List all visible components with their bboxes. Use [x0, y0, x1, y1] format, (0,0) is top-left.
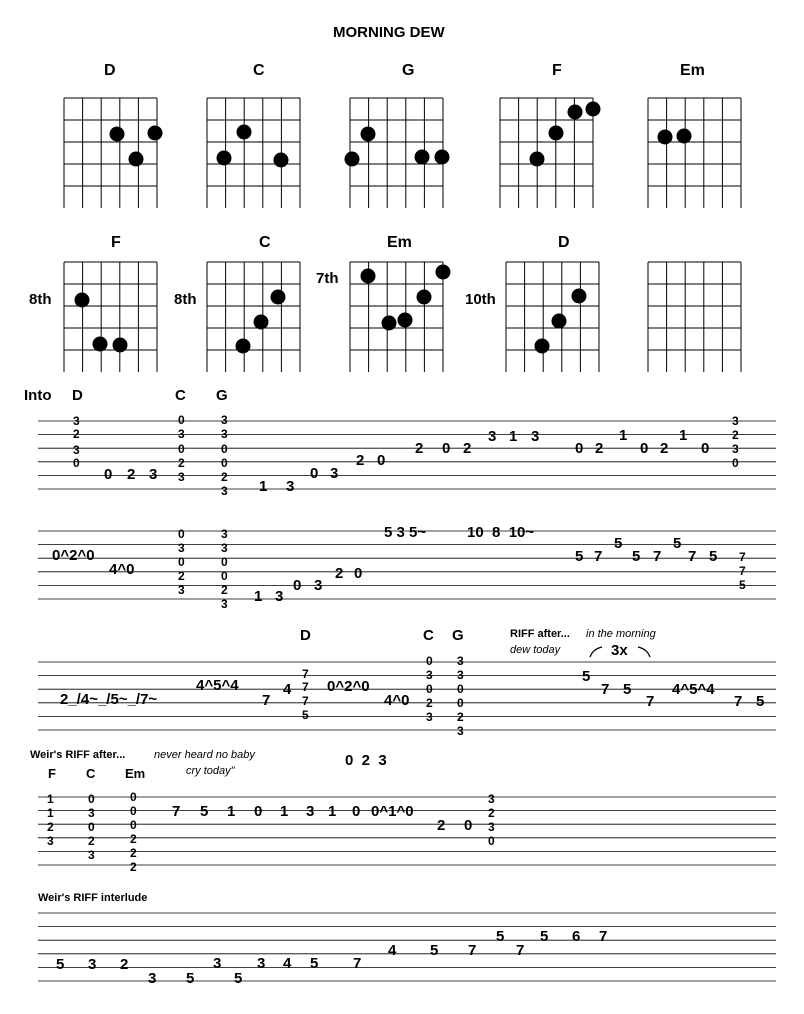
tab-note: 5: [310, 955, 319, 972]
tab-note: 2_/4~_/5~_/7~: [60, 691, 158, 708]
tab-note: 2: [127, 466, 136, 483]
tab-note: 7: [734, 693, 743, 710]
tab-note: 3: [457, 668, 464, 682]
tab-note: 7: [688, 548, 697, 565]
tab-note: 5: [756, 693, 765, 710]
tab-note: 4^5^4: [196, 677, 239, 694]
tab-note: 3: [178, 427, 185, 441]
tab-note: 3: [221, 484, 228, 498]
repeat-count: 3x: [611, 642, 628, 659]
tab-note: 2: [130, 860, 137, 874]
tab-note: 0: [104, 466, 113, 483]
tab-note: 0: [488, 834, 495, 848]
tab-note: 2: [178, 456, 185, 470]
tab-note: 5: [739, 578, 746, 592]
tab-note: 1: [227, 803, 236, 820]
finger-dot: [568, 105, 583, 120]
tab-note: 5: [709, 548, 718, 565]
page-title: MORNING DEW: [333, 24, 445, 41]
tab-note: 3: [178, 541, 185, 555]
tab-note: 0: [178, 413, 185, 427]
repeat-bracket-right: [638, 647, 650, 657]
tab-note: 0: [426, 682, 433, 696]
tab-note: 3: [73, 443, 80, 457]
tab-note: 0: [130, 818, 137, 832]
tab-note: 1: [47, 792, 54, 806]
tab-note: 3: [426, 710, 433, 724]
chord-name-f: F: [552, 62, 562, 79]
tab-note: 4^5^4: [672, 681, 715, 698]
intro-chord-c: C: [175, 387, 186, 404]
tab-note: 7: [172, 803, 181, 820]
tab-note: 0: [221, 442, 228, 456]
tab-note: 2: [73, 427, 80, 441]
finger-dot: [274, 153, 289, 168]
tab-note: 5 3 5~: [384, 524, 427, 541]
tab-note: 0: [254, 803, 263, 820]
tab-note: 0: [130, 790, 137, 804]
tab-note: 3: [488, 428, 497, 445]
chord-name-em-7th: Em: [387, 234, 412, 251]
tab-note: 0: [221, 555, 228, 569]
finger-dot: [113, 338, 128, 353]
chord-name-c-8th: C: [259, 234, 271, 251]
tab-note: 3: [221, 427, 228, 441]
fret-label-8th: 8th: [29, 291, 52, 308]
tab-note: 3: [221, 527, 228, 541]
tab-note: 0: [575, 440, 584, 457]
tab-note: 5: [632, 548, 641, 565]
tab-note: 7: [302, 667, 309, 681]
finger-dot: [361, 269, 376, 284]
tab-note: 5: [673, 535, 682, 552]
tab-note: 3: [488, 792, 495, 806]
tab-note: 0: [221, 456, 228, 470]
tab-note: 3: [148, 970, 157, 987]
finger-dot: [254, 315, 269, 330]
tab-note: 5: [582, 668, 591, 685]
tab-note: 2: [732, 428, 739, 442]
tab-note: 7: [601, 681, 610, 698]
tab-note: 2: [130, 846, 137, 860]
chord-label-c: C: [423, 627, 434, 644]
riff-lyric: in the morning: [586, 628, 656, 640]
tab-note: 4^0: [109, 561, 135, 578]
tab-note: 2: [426, 696, 433, 710]
tab-note: 1: [254, 588, 263, 605]
finger-dot: [75, 293, 90, 308]
tab-note: 0: [457, 682, 464, 696]
finger-dot: [382, 316, 397, 331]
tab-note: 6: [572, 928, 581, 945]
tab-note: 3: [221, 541, 228, 555]
finger-dot: [345, 152, 360, 167]
tab-note: 0: [73, 456, 80, 470]
tab-note: 5: [540, 928, 549, 945]
tab-note: 0^2^0: [327, 678, 370, 695]
tab-note: 0: [310, 465, 319, 482]
finger-dot: [417, 290, 432, 305]
intro-chord-g: G: [216, 387, 228, 404]
tab-note: 1: [47, 806, 54, 820]
tab-note: 7: [739, 564, 746, 578]
tab-note: 4: [283, 955, 292, 972]
tab-note: 3: [330, 465, 339, 482]
tab-note: 0: [88, 792, 95, 806]
tab-note: 2: [178, 569, 185, 583]
weir-riff-lyric: cry today": [186, 765, 235, 777]
riff-lyric: dew today: [510, 644, 561, 656]
chord-label-g: G: [452, 627, 464, 644]
finger-dot: [398, 313, 413, 328]
fret-label-7th: 7th: [316, 270, 339, 287]
tab-note: 0: [426, 654, 433, 668]
tab-note: 7: [262, 692, 271, 709]
tab-note: 2: [221, 470, 228, 484]
top-sequence: 0 2 3: [345, 752, 387, 769]
tab-note: 0: [354, 565, 363, 582]
finger-dot: [110, 127, 125, 142]
tab-note: 3: [306, 803, 315, 820]
tab-note: 2: [221, 583, 228, 597]
tab-note: 3: [88, 806, 95, 820]
riff-label: RIFF after...: [510, 628, 570, 640]
chord-name-d: D: [104, 62, 116, 79]
weir-riff-lyric: never heard no baby: [154, 749, 255, 761]
finger-dot: [586, 102, 601, 117]
tab-note: 4: [283, 681, 292, 698]
tab-note: 3: [732, 414, 739, 428]
tab-note: 3: [488, 820, 495, 834]
tab-note: 0: [88, 820, 95, 834]
tab-note: 3: [426, 668, 433, 682]
tab-note: 7: [653, 548, 662, 565]
tab-note: 0: [377, 452, 386, 469]
finger-dot: [361, 127, 376, 142]
tab-note: 0: [178, 527, 185, 541]
finger-dot: [535, 339, 550, 354]
tab-note: 2: [356, 452, 365, 469]
tab-note: 2: [595, 440, 604, 457]
tab-note: 7: [594, 548, 603, 565]
tab-note: 7: [646, 693, 655, 710]
tab-note: 3: [257, 955, 266, 972]
tab-note: 3: [457, 724, 464, 738]
tab-note: 2: [488, 806, 495, 820]
tab-note: 4: [388, 942, 397, 959]
tab-note: 3: [88, 848, 95, 862]
tab-note: 1: [619, 427, 628, 444]
intro-chord-d: D: [72, 387, 83, 404]
tab-note: 0: [178, 555, 185, 569]
chord-label-d: D: [300, 627, 311, 644]
tab-note: 5: [496, 928, 505, 945]
tab-note: 5: [56, 956, 65, 973]
tab-note: 0: [457, 696, 464, 710]
tab-note: 2: [415, 440, 424, 457]
chord-label-c: C: [86, 766, 96, 781]
tab-note: 7: [353, 955, 362, 972]
finger-dot: [148, 126, 163, 141]
tab-note: 5: [186, 970, 195, 987]
finger-dot: [129, 152, 144, 167]
tab-note: 5: [575, 548, 584, 565]
weir-riff-label: Weir's RIFF after...: [30, 749, 126, 761]
tab-note: 10 8 10~: [467, 524, 535, 541]
tab-note: 0: [732, 456, 739, 470]
tab-note: 0: [640, 440, 649, 457]
tab-note: 0: [221, 569, 228, 583]
tab-note: 3: [732, 442, 739, 456]
tab-note: 3: [88, 956, 97, 973]
finger-dot: [552, 314, 567, 329]
interlude-label: Weir's RIFF interlude: [38, 892, 148, 904]
tab-note: 3: [457, 654, 464, 668]
tab-note: 3: [178, 583, 185, 597]
tab-note: 3: [221, 413, 228, 427]
tab-note: 3: [213, 955, 222, 972]
finger-dot: [530, 152, 545, 167]
chord-label-em: Em: [125, 766, 146, 781]
tab-note: 0: [293, 577, 302, 594]
tab-note: 3: [314, 577, 323, 594]
finger-dot: [236, 339, 251, 354]
tab-note: 5: [302, 708, 309, 722]
tab-note: 3: [47, 834, 54, 848]
tab-note: 0^1^0: [371, 803, 414, 820]
tab-note: 2: [88, 834, 95, 848]
tab-note: 4^0: [384, 692, 410, 709]
tab-note: 2: [130, 832, 137, 846]
chord-name-d-10th: D: [558, 234, 570, 251]
tab-note: 5: [234, 970, 243, 987]
tab-note: 2: [463, 440, 472, 457]
fret-label-10th: 10th: [465, 291, 496, 308]
tab-note: 3: [73, 414, 80, 428]
tab-note: 5: [623, 681, 632, 698]
finger-dot: [93, 337, 108, 352]
tab-note: 1: [328, 803, 337, 820]
tab-note: 1: [280, 803, 289, 820]
tab-note: 3: [149, 466, 158, 483]
finger-dot: [436, 265, 451, 280]
tab-note: 2: [660, 440, 669, 457]
tab-note: 3: [275, 588, 284, 605]
tab-note: 0^2^0: [52, 547, 95, 564]
finger-dot: [572, 289, 587, 304]
tab-note: 7: [468, 942, 477, 959]
tab-note: 7: [302, 680, 309, 694]
chord-name-c: C: [253, 62, 265, 79]
finger-dot: [217, 151, 232, 166]
chord-label-f: F: [48, 766, 56, 781]
tab-note: 0: [178, 442, 185, 456]
tab-note: 1: [679, 427, 688, 444]
chord-name-f-8th: F: [111, 234, 121, 251]
tab-note: 3: [221, 597, 228, 611]
tab-note: 1: [259, 478, 268, 495]
tab-note: 7: [739, 550, 746, 564]
finger-dot: [237, 125, 252, 140]
finger-dot: [415, 150, 430, 165]
tab-note: 7: [599, 928, 608, 945]
tab-note: 5: [200, 803, 209, 820]
chord-name-g: G: [402, 62, 415, 79]
finger-dot: [658, 130, 673, 145]
tab-note: 2: [47, 820, 54, 834]
finger-dot: [435, 150, 450, 165]
tab-note: 0: [464, 817, 473, 834]
tab-note: 2: [457, 710, 464, 724]
tab-note: 5: [614, 535, 623, 552]
intro-label: Into: [24, 387, 52, 404]
repeat-bracket-left: [590, 647, 602, 657]
tab-note: 3: [178, 470, 185, 484]
tab-note: 3: [286, 478, 295, 495]
tab-note: 7: [516, 942, 525, 959]
tab-note: 2: [437, 817, 446, 834]
finger-dot: [677, 129, 692, 144]
chord-name-em: Em: [680, 62, 705, 79]
tab-note: 0: [130, 804, 137, 818]
fret-label-8th: 8th: [174, 291, 197, 308]
tab-note: 1: [509, 428, 518, 445]
tab-note: 0: [352, 803, 361, 820]
finger-dot: [549, 126, 564, 141]
tab-note: 3: [531, 428, 540, 445]
tab-note: 7: [302, 694, 309, 708]
tab-note: 0: [442, 440, 451, 457]
tab-note: 5: [430, 942, 439, 959]
tab-note: 2: [335, 565, 344, 582]
finger-dot: [271, 290, 286, 305]
tab-note: 0: [701, 440, 710, 457]
tab-note: 2: [120, 956, 129, 973]
